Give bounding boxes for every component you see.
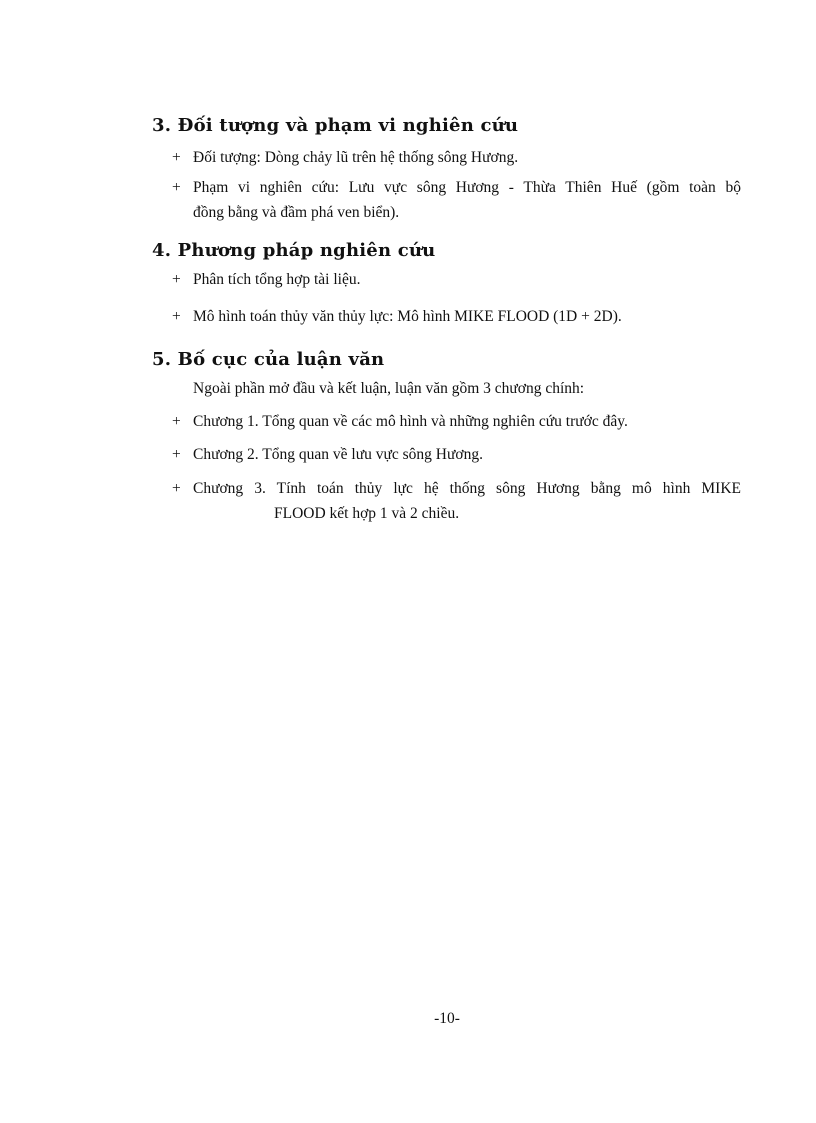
bullet-marker: + — [172, 480, 181, 497]
list-item-text: Phân tích tổng hợp tài liệu. — [193, 271, 361, 288]
section-intro: Ngoài phần mở đầu và kết luận, luận văn gồm 3 chương chính: — [193, 380, 585, 397]
page-number: -10- — [434, 1010, 460, 1027]
list-item-continuation: đồng bằng và đầm phá ven biển). — [193, 204, 400, 221]
bullet-marker: + — [172, 179, 181, 196]
section-heading-5: 5. Bố cục của luận văn — [152, 349, 385, 370]
list-item-text: Phạm vi nghiên cứu: Lưu vực sông Hương - Thừa Thiên Huế (gồm toàn bộ — [193, 179, 741, 196]
list-item-text: Chương 3. Tính toán thủy lực hệ thống sông Hương bằng mô hình MIKE — [193, 480, 741, 497]
bullet-marker: + — [172, 446, 181, 463]
bullet-marker: + — [172, 308, 181, 325]
list-item-text: Chương 2. Tổng quan về lưu vực sông Hương. — [193, 446, 483, 463]
list-item — [172, 268, 742, 291]
bullet-marker: + — [172, 271, 181, 288]
section-heading-4: 4. Phương pháp nghiên cứu — [152, 240, 436, 261]
list-item-text: Chương 1. Tổng quan về các mô hình và những nghiên cứu trước đây. — [193, 413, 628, 430]
list-item-text: Mô hình toán thủy văn thủy lực: Mô hình MIKE FLOOD (1D + 2D). — [193, 308, 622, 325]
section-heading-3: 3. Đối tượng và phạm vi nghiên cứu — [152, 115, 519, 136]
bullet-marker: + — [172, 149, 181, 166]
list-item-continuation: FLOOD kết hợp 1 và 2 chiều. — [274, 505, 460, 522]
list-item — [172, 443, 742, 466]
list-item — [172, 305, 742, 328]
list-item — [172, 477, 742, 500]
list-item — [172, 146, 742, 169]
bullet-marker: + — [172, 413, 181, 430]
list-item — [172, 410, 742, 433]
list-item — [172, 176, 742, 199]
list-item-text: Đối tượng: Dòng chảy lũ trên hệ thống sông Hương. — [193, 149, 519, 166]
